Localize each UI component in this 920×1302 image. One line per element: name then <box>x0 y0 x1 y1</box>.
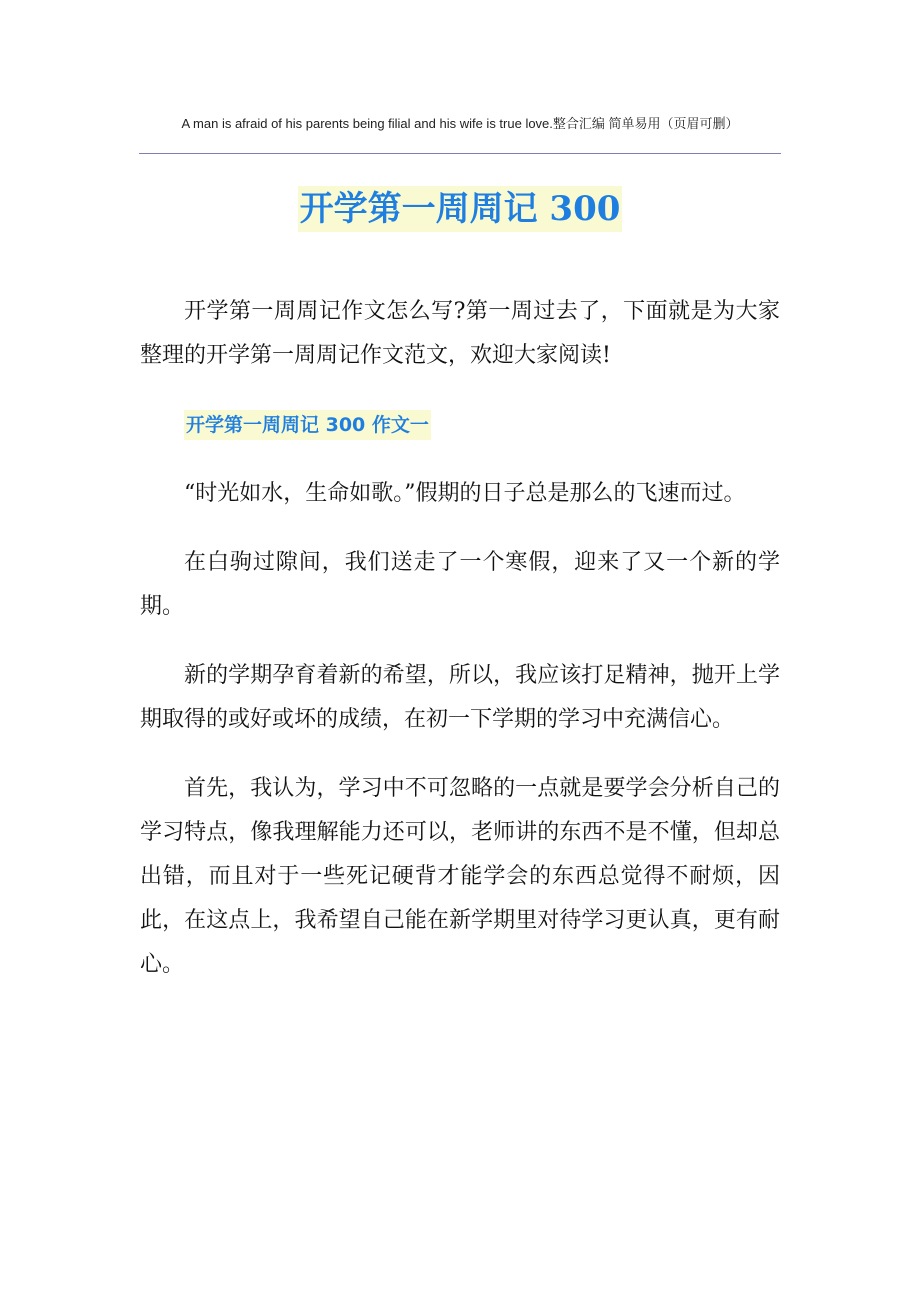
body-paragraph: “时光如水，生命如歌。”假期的日子总是那么的飞速而过。 <box>184 481 746 506</box>
intro-paragraph: 开学第一周周记作文怎么写?第一周过去了，下面就是为大家整理的开学第一周周记作文范文，欢迎大家阅读! <box>140 299 780 368</box>
section-heading <box>140 403 780 447</box>
page-header-text: A man is afraid of his parents being filial and his wife is true love.整合汇编 简单易用（页眉可删） <box>181 116 739 131</box>
header-divider <box>139 153 781 154</box>
body-paragraph: 在白驹过隙间，我们送走了一个寒假，迎来了又一个新的学期。 <box>140 550 780 619</box>
document-body <box>140 290 780 1012</box>
document-title: 开学第一周周记 300 <box>298 186 623 232</box>
section-heading-text: 开学第一周周记 300 作文一 <box>184 410 431 440</box>
body-paragraph: 新的学期孕育着新的希望，所以，我应该打足精神，抛开上学期取得的或好或坏的成绩，在初一下学期的学习中充满信心。 <box>140 663 780 732</box>
title-container <box>0 186 920 232</box>
body-paragraph: 首先，我认为，学习中不可忽略的一点就是要学会分析自己的学习特点，像我理解能力还可以，老师讲的东西不是不懂，但却总出错，而且对于一些死记硬背才能学会的东西总觉得不耐烦，因此，在这点上，我希望自己能在新学期里对待学习更认真，更有耐心。 <box>140 776 780 977</box>
